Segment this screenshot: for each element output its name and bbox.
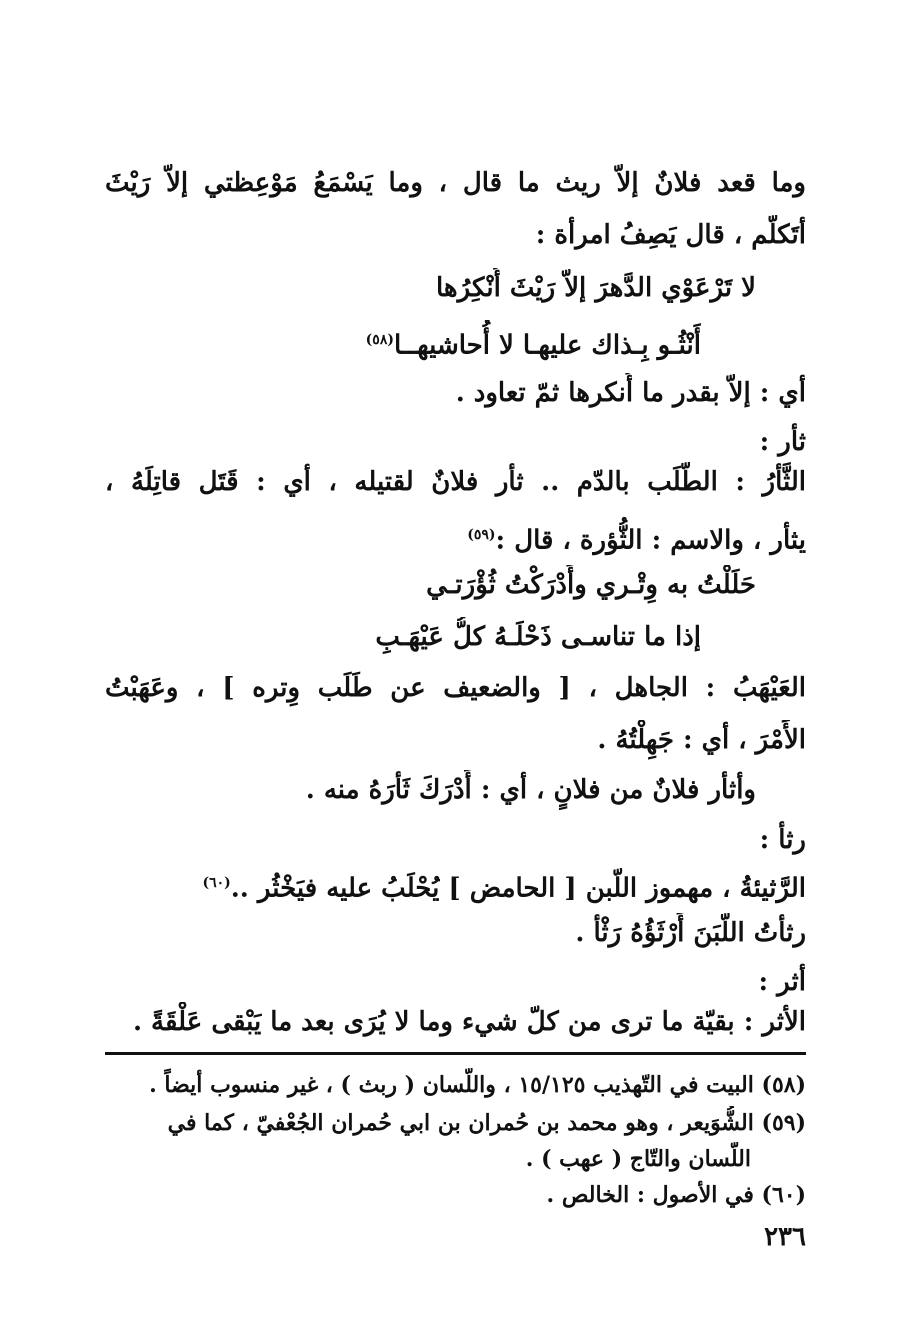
text-line: وما قعد فلانٌ إلاّ ريث ما قال ، وما يَسْمَعُ مَوْعِظتي إلاّ رَيْثَ	[105, 168, 806, 198]
page-number: ٢٣٦	[764, 1222, 806, 1252]
footnote-ref: (٦٠)	[202, 875, 231, 891]
entry-heading: رثأ :	[759, 825, 806, 855]
footnote: (٥٨) البيت في التّهذيب ١٥/١٢٥ ، واللّسان ( ربث ) ، غير منسوب أيضاً .	[149, 1072, 806, 1098]
footnote: (٥٩) الشُّوَيعر ، وهو محمد بن حُمران بن ابي حُمران الجُعْفيّ ، كما في	[167, 1110, 806, 1136]
verse-line: لا تَرْعَوْي الدَّهرَ إلاّ رَيْثَ أُنْكِرُها	[436, 273, 756, 303]
text-segment: يثأر ، والاسم : الثُّؤرة ، قال :	[495, 525, 806, 556]
verse-line	[105, 320, 701, 366]
text-line: الأثر : بقيّة ما ترى من كلّ شيء وما لا يُرَى بعد ما يَبْقى عَلْقَةً .	[132, 1007, 806, 1037]
text-line: وأثأر فلانٌ من فلانٍ ، أي : أَدْرَكَ ثَأْرَهُ منه .	[305, 775, 756, 805]
footnote-ref: (٥٨)	[365, 332, 394, 348]
footnote: (٦٠) في الأصول : الخالص .	[546, 1182, 806, 1208]
text-line	[105, 863, 806, 909]
verse-text: أَنْثُـو بِـذاك عليهـا لا أُحاشيهــا	[393, 330, 701, 361]
text-line	[105, 515, 806, 561]
text-line: أي : إلاّ بقدر ما أُنكرها ثمّ تعاود .	[455, 378, 806, 408]
entry-heading: ثأر :	[759, 427, 806, 457]
text-line: العَيْهَبُ : الجاهل ، [ والضعيف عن طَلَب وِتره ] ، وعَهَبْتُ	[105, 673, 806, 703]
footnote-divider	[105, 1052, 806, 1055]
footnote-ref: (٥٩)	[467, 527, 496, 543]
text-segment: الرَّثيئةُ ، مهموز اللّبن [ الحامض ] يُحْلَبُ عليه فيَخْثُر ..	[230, 873, 806, 904]
text-line: أتَكلَّم ، قال يَصِفُ امرأة :	[535, 220, 806, 250]
entry-heading: أثر :	[758, 967, 806, 997]
text-line: الثَّأْرُ : الطَّلَب بالدّم .. ثأر فلانٌ لقتيله ، أي : قَتَل قاتِلَهُ ،	[105, 467, 806, 497]
footnote-continuation: اللّسان والتّاج ( عهب ) .	[525, 1146, 751, 1172]
verse-line: حَلَلْتُ به وِتْـري وأَدْرَكْتُ ثُؤْرَتـي	[426, 570, 756, 600]
verse-line: إذا ما تناسـى ذَحْلَـهُ كلُّ عَيْهَـبِ	[375, 622, 701, 652]
text-line: الأَمْرَ ، أي : جَهِلْتُهُ .	[597, 725, 806, 755]
text-line: رثأتُ اللّبَنَ أَرْثَؤُهُ رَثْأ .	[575, 918, 806, 948]
